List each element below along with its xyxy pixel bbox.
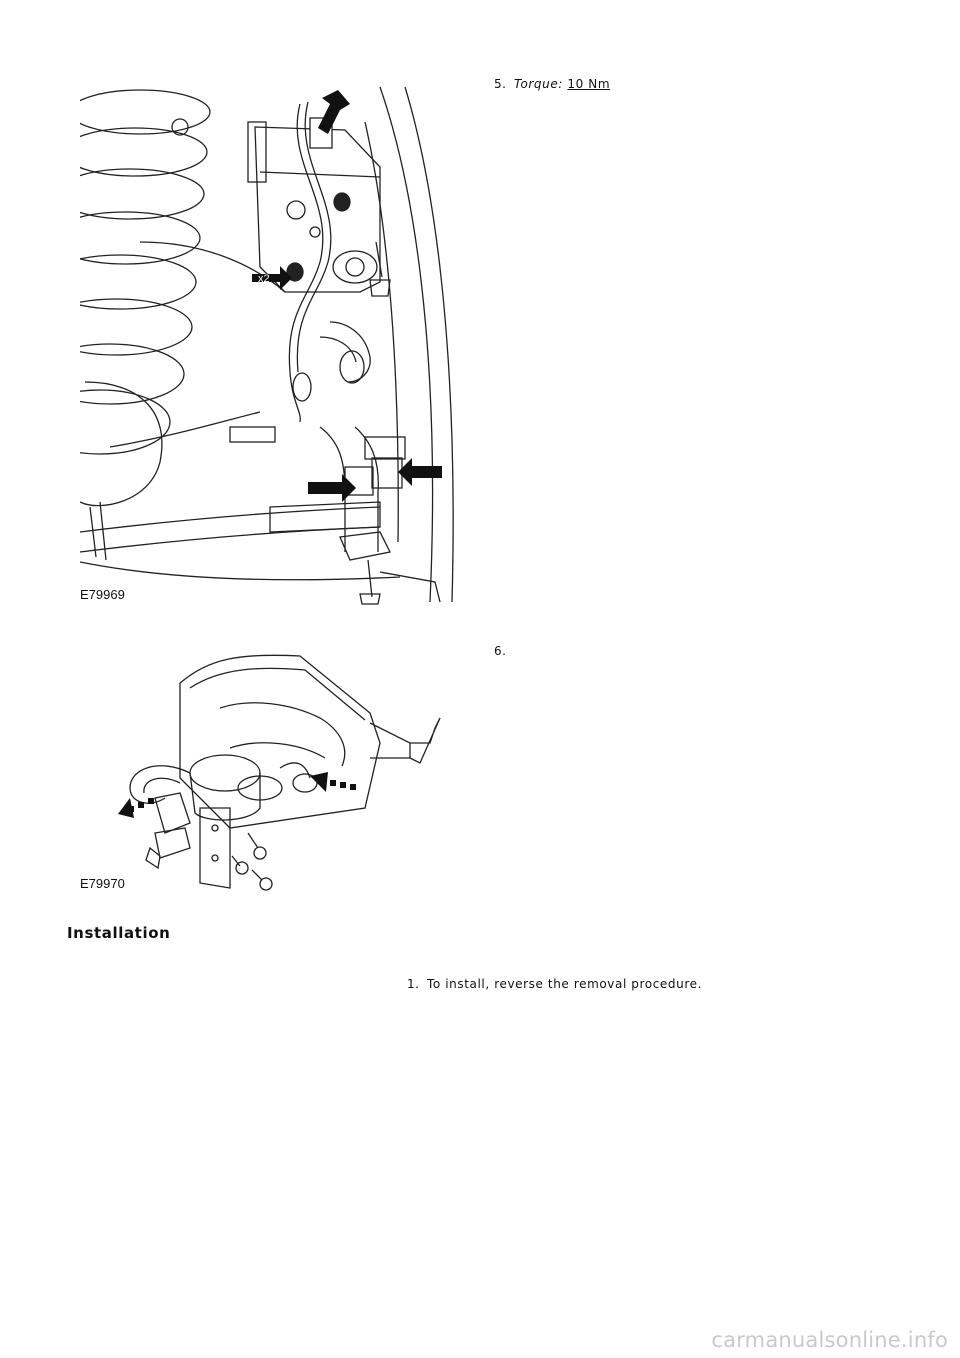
figure-e79970-code: E79970 <box>80 876 125 891</box>
step-5-number: 5. <box>494 77 507 91</box>
torque-value: 10 Nm <box>567 77 611 91</box>
torque-label: Torque: <box>514 77 563 91</box>
installation-heading: Installation <box>67 924 171 942</box>
figure-e79969-code: E79969 <box>80 587 125 602</box>
figure-e79969-callout: x2 <box>258 273 270 285</box>
figure-e79969-illustration <box>80 82 460 607</box>
figure-e79970 <box>80 648 450 896</box>
installation-step-1-number: 1. <box>407 977 420 991</box>
figure-e79970-illustration <box>80 648 450 896</box>
watermark: carmanualsonline.info <box>711 1328 948 1352</box>
step-5-text <box>514 77 610 91</box>
step-6-number: 6. <box>494 644 507 658</box>
installation-step-1-text: To install, reverse the removal procedure. <box>427 977 703 991</box>
figure-e79969 <box>80 82 460 607</box>
